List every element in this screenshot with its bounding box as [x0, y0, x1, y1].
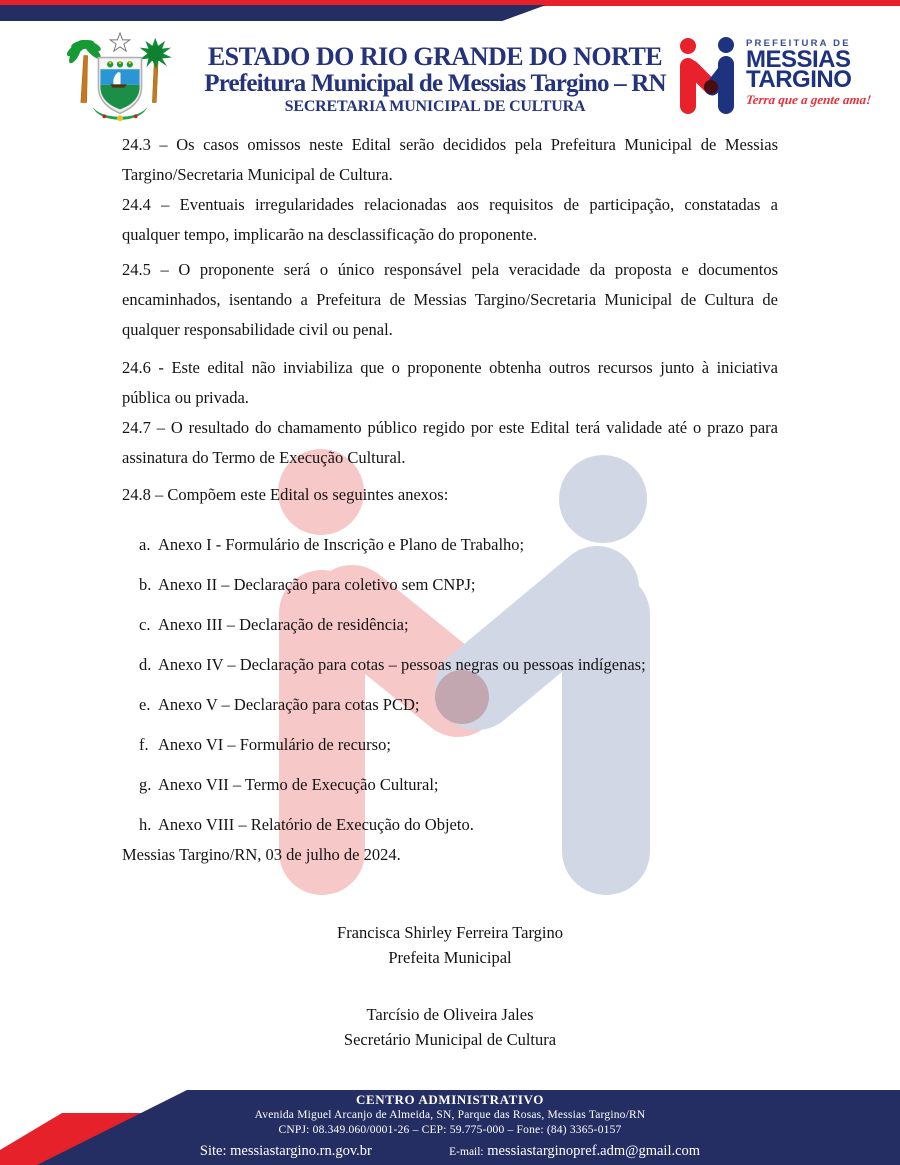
footer — [0, 1088, 900, 1165]
paragraph-24-4: 24.4 – Eventuais irregularidades relacionadas aos requisitos de participação, constatadas a qualquer tempo, implicarão na desclassificação do proponente. — [122, 195, 778, 244]
annex-item — [122, 650, 778, 680]
prefeitura-de-label: PREFEITURA DE — [746, 38, 851, 49]
annex-text: Anexo VIII – Relatório de Execução do Objeto. — [158, 815, 474, 834]
annex-item — [122, 730, 778, 760]
m-handshake-icon — [676, 36, 740, 118]
city-logo-text — [746, 36, 871, 118]
annex-letter: b. — [139, 575, 152, 594]
annex-letter: a. — [139, 535, 151, 554]
date-line: Messias Targino/RN, 03 de julho de 2024. — [122, 845, 401, 864]
department-line: SECRETARIA MUNICIPAL DE CULTURA — [284, 98, 586, 115]
annex-text: Anexo I - Formulário de Inscrição e Plano de Trabalho; — [158, 535, 525, 554]
header-titles — [150, 44, 720, 115]
city-logo — [676, 36, 871, 118]
footer-registration: CNPJ: 08.349.060/0001-26 – CEP: 59.775-000 – Fone: (84) 3365-0157 — [278, 1124, 622, 1136]
signature-role: Secretário Municipal de Cultura — [343, 1030, 557, 1049]
annex-letter: g. — [139, 775, 152, 794]
annex-item — [122, 570, 778, 600]
header — [0, 30, 900, 130]
state-line: ESTADO DO RIO GRANDE DO NORTE — [207, 42, 663, 71]
paragraph-24-6: 24.6 - Este edital não inviabiliza que o proponente obtenha outros recursos junto à iniciativa pública ou privada. — [122, 358, 778, 407]
annex-item — [122, 530, 778, 560]
paragraph-24-7: 24.7 – O resultado do chamamento público regido por este Edital terá validade até o prazo para assinatura do Termo de Execução Cultural. — [122, 418, 778, 467]
city-name-targino: TARGINO — [746, 66, 852, 93]
signature-block — [122, 1002, 778, 1052]
footer-site: Site: messiastargino.rn.gov.br — [199, 1143, 372, 1159]
footer-text — [0, 1090, 900, 1162]
municipality-line: Prefeitura Municipal de Messias Targino – RN — [204, 70, 666, 97]
annex-letter: h. — [139, 815, 152, 834]
footer-address: Avenida Miguel Arcanjo de Almeida, SN, Parque das Rosas, Messias Targino/RN — [254, 1109, 646, 1121]
city-slogan: Terra que a gente ama! — [745, 92, 873, 107]
annex-item — [122, 770, 778, 800]
annex-letter: c. — [139, 615, 151, 634]
city-name-messias: MESSIAS — [746, 46, 851, 73]
annex-text: Anexo V – Declaração para cotas PCD; — [158, 695, 420, 714]
footer-email: E-mail: messiastarginopref.adm@gmail.com — [449, 1143, 701, 1159]
annex-letter: f. — [139, 735, 149, 754]
footer-title: CENTRO ADMINISTRATIVO — [356, 1092, 544, 1107]
paragraph-24-5: 24.5 – O proponente será o único responsável pela veracidade da proposta e documentos encaminhados, isentando a Prefeitura de Messias Targino/Secretaria Municipal de Cultura de qualquer responsabilidade civil ou penal. — [122, 260, 778, 339]
annex-list — [122, 530, 778, 840]
annex-text: Anexo II – Declaração para coletivo sem CNPJ; — [158, 575, 476, 594]
signature-name: Francisca Shirley Ferreira Targino — [337, 923, 563, 942]
annex-text: Anexo III – Declaração de residência; — [158, 615, 409, 634]
annex-text: Anexo VII – Termo de Execução Cultural; — [158, 775, 439, 794]
signature-name: Tarcísio de Oliveira Jales — [366, 1005, 534, 1024]
signature-block — [122, 920, 778, 970]
annex-item — [122, 810, 778, 840]
paragraph-24-3: 24.3 – Os casos omissos neste Edital serão decididos pela Prefeitura Municipal de Messias Targino/Secretaria Municipal de Cultura. — [122, 135, 778, 184]
annex-item — [122, 690, 778, 720]
annex-text: Anexo IV – Declaração para cotas – pessoas negras ou pessoas indígenas; — [158, 655, 646, 674]
annex-letter: d. — [139, 655, 152, 674]
document-body — [122, 130, 778, 1052]
annex-item — [122, 610, 778, 640]
signature-role: Prefeita Municipal — [388, 948, 512, 967]
paragraph-24-8: 24.8 – Compõem este Edital os seguintes anexos: — [122, 485, 449, 504]
annex-text: Anexo VI – Formulário de recurso; — [158, 735, 391, 754]
annex-letter: e. — [139, 695, 151, 714]
